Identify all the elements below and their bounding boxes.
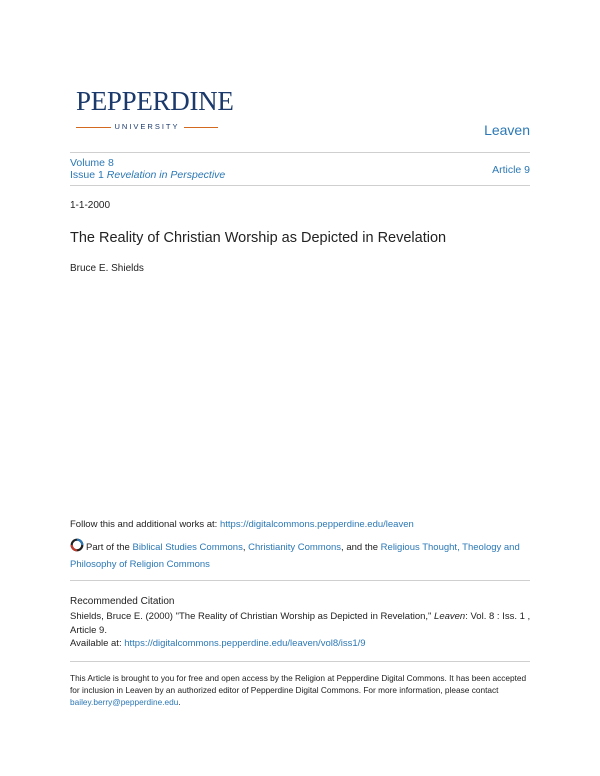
logo-rule-left [76, 127, 111, 128]
header-divider [70, 152, 530, 153]
available-prefix: Available at: [70, 638, 125, 649]
citation-divider [70, 580, 530, 581]
article-author: Bruce E. Shields [70, 263, 144, 274]
part-of-prefix: Part of the [86, 542, 133, 553]
volume-link[interactable]: Volume 8 [70, 157, 114, 169]
recommended-citation-heading: Recommended Citation [70, 596, 175, 607]
university-logo-subtitle [76, 121, 218, 133]
recommended-citation-text [70, 610, 532, 651]
journal-name-link[interactable]: Leaven [484, 122, 530, 138]
article-title: The Reality of Christian Worship as Depicted in Revelation [70, 230, 447, 246]
christianity-commons-link[interactable]: Christianity Commons [248, 542, 342, 553]
logo-subtitle-text: UNIVERSITY [114, 122, 180, 131]
access-statement [70, 672, 532, 708]
part-of-commons [70, 538, 530, 573]
logo-rule-right [184, 127, 219, 128]
religious-thought-commons-link[interactable]: Religious Thought, Theology and Philosophy of Religion Commons [70, 542, 520, 570]
citation-journal: Leaven [434, 611, 466, 622]
follow-url-link[interactable]: https://digitalcommons.pepperdine.edu/leaven [219, 519, 414, 530]
article-number-link[interactable]: Article 9 [492, 164, 530, 176]
available-url-link[interactable]: https://digitalcommons.pepperdine.edu/leaven/vol8/iss1/9 [124, 638, 366, 649]
access-statement-end: . [178, 697, 181, 707]
issue-title: Revelation in Perspective [106, 169, 226, 181]
volume-issue-block [70, 157, 225, 181]
network-share-icon [70, 538, 84, 552]
issue-number: Issue 1 [70, 169, 104, 181]
university-logo-wordmark: PEPPERDINE [76, 86, 234, 116]
biblical-studies-commons-link[interactable]: Biblical Studies Commons [132, 542, 243, 553]
part-of-sep2: , and the [341, 542, 381, 553]
footer-divider [70, 661, 530, 662]
part-of-sep1: , [242, 542, 249, 553]
access-statement-text: This Article is brought to you for free and open access by the Religion at Pepperdine Digital Commons. It has been accepted for inclusion in Leaven by an authorized editor of Pepperdine Digital Commons. For more information, please contact [70, 673, 527, 695]
citation-text-end: : Vol. 8 : Iss. 1 , Article 9. [70, 611, 531, 636]
meta-divider [70, 185, 530, 186]
issue-link[interactable] [70, 169, 225, 181]
citation-text-start: Shields, Bruce E. (2000) "The Reality of Christian Worship as Depicted in Revelation," [70, 611, 435, 622]
follow-line [70, 519, 414, 530]
contact-email-link[interactable]: bailey.berry@pepperdine.edu [70, 697, 179, 707]
follow-prefix: Follow this and additional works at: [70, 519, 220, 530]
publication-date: 1-1-2000 [70, 200, 111, 211]
